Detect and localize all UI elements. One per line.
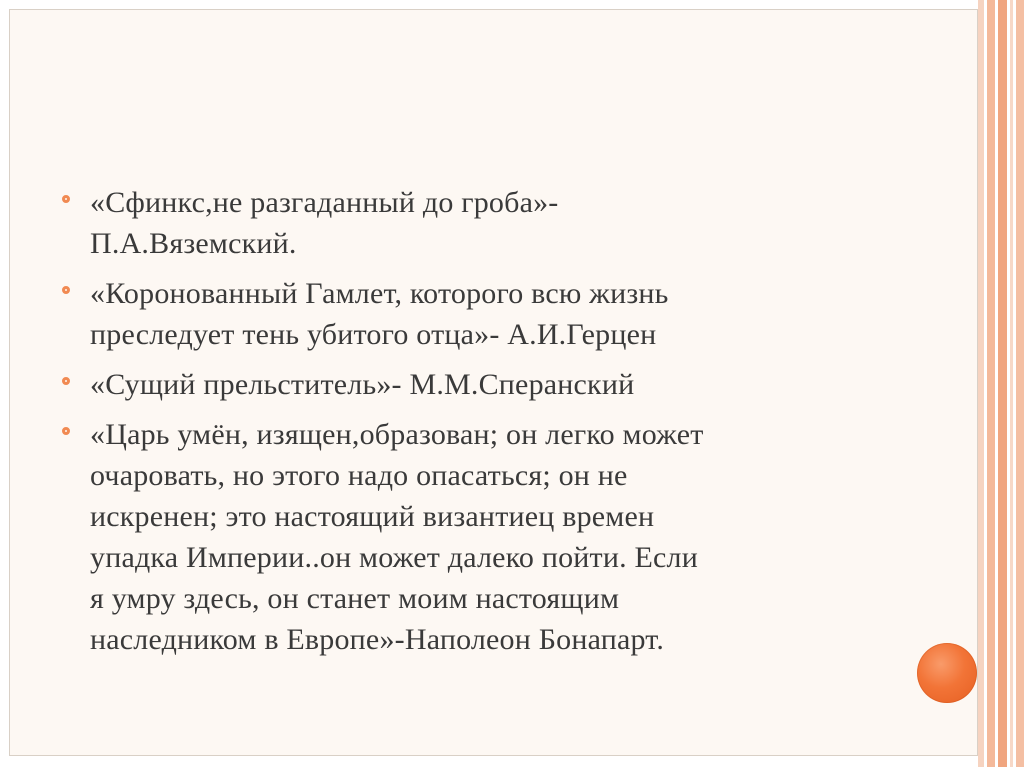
list-item [62,364,902,405]
quote-text: «Царь умён, изящен,образован; он легко может очаровать, но этого надо опасаться; он не искренен; это настоящий византиец времен упадка Империи..он может далеко пойти. Если я умру здесь, он станет моим настоящим наследником в Европе»-Наполеон Бонапарт. [90,418,704,656]
list-item [62,182,902,264]
bullet-icon [62,286,70,294]
bullet-icon [62,427,70,435]
stripe [998,0,1007,767]
stripe [978,0,984,767]
quote-text: «Сущий прельститель»- М.М.Сперанский [90,368,635,401]
stripe [987,0,995,767]
decorative-circle [917,643,977,703]
list-item [62,414,902,660]
quote-text: «Сфинкс,не разгаданный до гроба»- П.А.Вяземский. [90,186,559,260]
list-item [62,273,902,355]
stripe [1010,0,1013,767]
bullet-list [62,182,902,669]
bullet-icon [62,377,70,385]
stripe [1016,0,1024,767]
bullet-icon [62,195,70,203]
quote-text: «Коронованный Гамлет, которого всю жизнь преследует тень убитого отца»- А.И.Герцен [90,277,669,351]
decorative-stripes [978,0,1024,767]
